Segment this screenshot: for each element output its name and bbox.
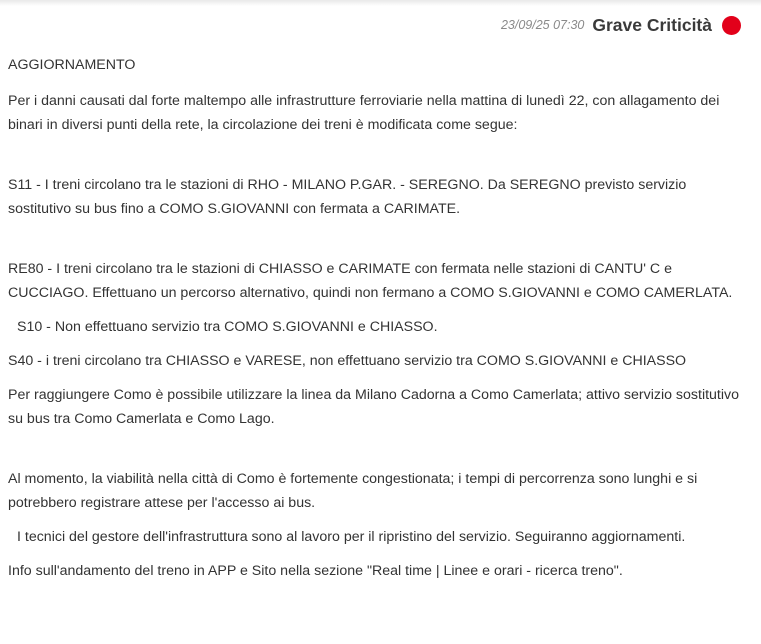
viability-info: Al momento, la viabilità nella città di Como è fortemente congestionata; i tempi di percorrenza sono lunghi e si potrebbero registrare attese per l'accesso ai bus. xyxy=(8,471,698,511)
notice-body xyxy=(8,53,753,583)
top-divider-shadow xyxy=(0,0,761,6)
line-re80-update: RE80 - I treni circolano tra le stazioni di CHIASSO e CARIMATE con fermata nelle stazioni di CANTU' C e CUCCIAGO. Effettuano un percorso alternativo, quindi non fermano a COMO S.GIOVANNI e COMO CAMERLATA. xyxy=(8,261,733,301)
line-s10-update: S10 - Non effettuano servizio tra COMO S.GIOVANNI e CHIASSO. xyxy=(17,319,438,335)
severity-label: Grave Criticità xyxy=(592,14,712,35)
timestamp: 23/09/25 07:30 xyxy=(500,18,585,32)
notice-title: AGGIORNAMENTO xyxy=(8,57,136,73)
line-s11-update: S11 - I treni circolano tra le stazioni di RHO - MILANO P.GAR. - SEREGNO. Da SEREGNO previsto servizio sostitutivo su bus fino a COMO S.GIOVANNI con fermata a CARIMATE. xyxy=(8,177,687,217)
notice-intro: Per i danni causati dal forte maltempo alle infrastrutture ferroviarie nella mattina di lunedì 22, con allagamento dei binari in diversi punti della rete, la circolazione dei treni è modificata come segue: xyxy=(8,93,720,133)
severity-status-dot-icon xyxy=(722,16,741,35)
como-access-info: Per raggiungere Como è possibile utilizzare la linea da Milano Cadorna a Como Camerlata; attivo servizio sostitutivo su bus tra Como Camerlata e Como Lago. xyxy=(8,387,740,427)
realtime-info: Info sull'andamento del treno in APP e Sito nella sezione "Real time | Linee e orari - ricerca treno". xyxy=(8,563,623,579)
notice-header xyxy=(501,12,741,38)
line-s40-update: S40 - i treni circolano tra CHIASSO e VARESE, non effettuano servizio tra COMO S.GIOVANNI e CHIASSO xyxy=(8,353,687,369)
technicians-info: I tecnici del gestore dell'infrastruttura sono al lavoro per il ripristino del servizio. Seguiranno aggiornamenti. xyxy=(17,529,686,545)
